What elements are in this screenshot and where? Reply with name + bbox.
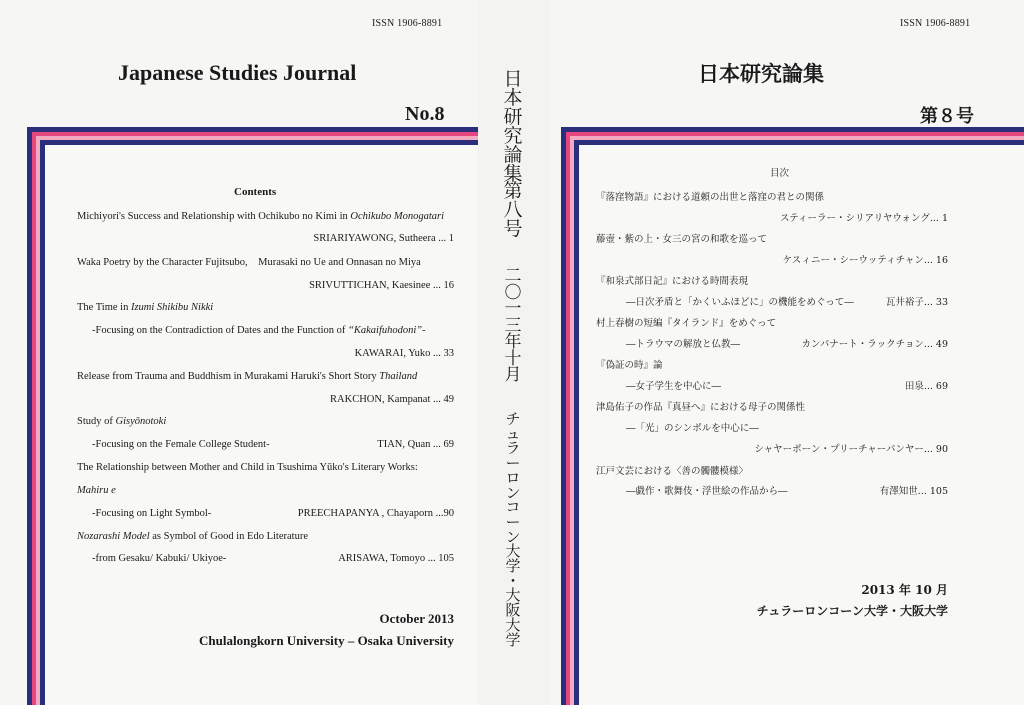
left-publisher: Chulalongkorn University – Osaka University [199,633,454,648]
jp-entry-6-subtitle: ―「光」のシンボルを中心に― [626,423,759,434]
spine-issue: 第 八 号 [503,180,523,240]
jp-entry-1-author: スティーラー・シリアリヤウォング... 1 [779,213,948,224]
toc-entry-3-author: KAWARAI, Yuko ... 33 [354,348,454,359]
jp-entry-4-title: 村上春樹の短編『タイランド』をめぐって [596,318,777,329]
toc-entry-4-author: RAKCHON, Kampanat ... 49 [330,394,454,405]
jp-entry-5-author: 田泉... 69 [904,381,948,392]
toc-entry-6-author: PREECHAPANYA , Chayaporn ...90 [297,508,454,519]
right-publication-date: 2013 年 10 月 [861,583,948,597]
jp-entry-4-author: カンパナート・ラックチョン... 49 [801,339,948,350]
toc-entry-2-title: Waka Poetry by the Character Fujitsubo, Murasaki no Ue and Onnasan no Miya [77,257,421,268]
toc-entry-1-title: Michiyori's Success and Relationship with Ochikubo no Kimi in Ochikubo Monogatari [77,211,445,222]
spine [478,0,550,705]
jp-entry-4-subtitle: ―トラウマの解放と仏教― [626,339,741,350]
toc-entry-7-author: ARISAWA, Tomoyo ... 105 [338,553,454,564]
toc-entry-5-title: Study of Gisyōnotoki [77,416,167,427]
toc-entry-2-author: SRIVUTTICHAN, Kaesinee ... 16 [309,280,454,291]
toc-entry-6-subtitle: -Focusing on Light Symbol- [92,508,212,519]
right-contents-heading: 目次 [770,168,790,179]
toc-entry-5-author: TIAN, Quan ... 69 [377,439,454,450]
spine-publisher: チ ュ ラ ー ロ ン コ ー ン 大 学 ・ 大 阪 大 学 [505,410,521,649]
right-journal-title: 日本研究論集 [698,61,824,86]
toc-entry-3-subtitle: -Focusing on the Contradiction of Dates and the Function of “Kakaifuhodoni”- [92,325,426,336]
toc-entry-4-title: Release from Trauma and Buddhism in Murakami Haruki's Short Story Thailand [77,371,418,382]
jp-entry-5-subtitle: ―女子学生を中心に― [626,381,722,392]
toc-entry-1-author: SRIARIYAWONG, Sutheera ... 1 [313,233,454,244]
left-contents-heading: Contents [234,186,277,198]
jp-entry-2-title: 藤壺・紫の上・女三の宮の和歌を巡って [596,234,768,245]
jp-entry-3-author: 瓦井裕子... 33 [885,297,948,308]
right-publisher: チュラーロンコーン大学・大阪大学 [756,604,948,618]
left-issue-number: No.8 [405,103,445,125]
jp-entry-6-author: シャヤーポーン・プリーチャーパンヤー... 90 [754,444,948,455]
toc-entry-7-subtitle: -from Gesaku/ Kabuki/ Ukiyoe- [92,553,227,564]
jp-entry-7-author: 有澤知世... 105 [879,486,948,497]
right-page [550,0,1024,705]
jp-entry-7-title: 江戸文芸における〈善の髑髏模様〉 [596,466,749,477]
toc-entry-5-subtitle: -Focusing on the Female College Student- [92,439,270,450]
jp-entry-2-author: ケスィニー・シーウッティチャン... 16 [782,255,948,266]
right-issue-number: 第８号 [920,106,974,127]
left-issn: ISSN 1906-8891 [372,18,443,29]
left-page [0,0,478,705]
left-publication-date: October 2013 [379,611,454,626]
toc-entry-3-title: The Time in Izumi Shikibu Nikki [77,302,214,313]
left-journal-title: Japanese Studies Journal [118,60,357,85]
jp-entry-3-title: 『和泉式部日記』における時間表現 [596,276,749,287]
jp-entry-7-subtitle: ―戯作・歌舞伎・浮世絵の作品から― [626,486,788,497]
jp-entry-1-title: 『落窪物語』における道頼の出世と落窪の君との関係 [596,192,825,203]
right-issn: ISSN 1906-8891 [900,18,971,29]
spine-date: 二 〇 一 三 年 十 月 [504,266,522,385]
toc-entry-6-title2: Mahiru e [77,485,116,496]
toc-entry-6-title: The Relationship between Mother and Child in Tsushima Yūko's Literary Works: [77,462,418,473]
jp-entry-6-title: 津島佑子の作品『真昼へ』における母子の関係性 [596,402,806,413]
jp-entry-3-subtitle: ―日次矛盾と「かくいふほどに」の機能をめぐって― [626,297,854,308]
toc-entry-7-title: Nozarashi Model as Symbol of Good in Edo Literature [77,531,308,542]
spine-title: 日 本 研 究 論 集 [503,68,523,185]
jp-entry-5-title: 『偽証の時』論 [596,360,663,371]
